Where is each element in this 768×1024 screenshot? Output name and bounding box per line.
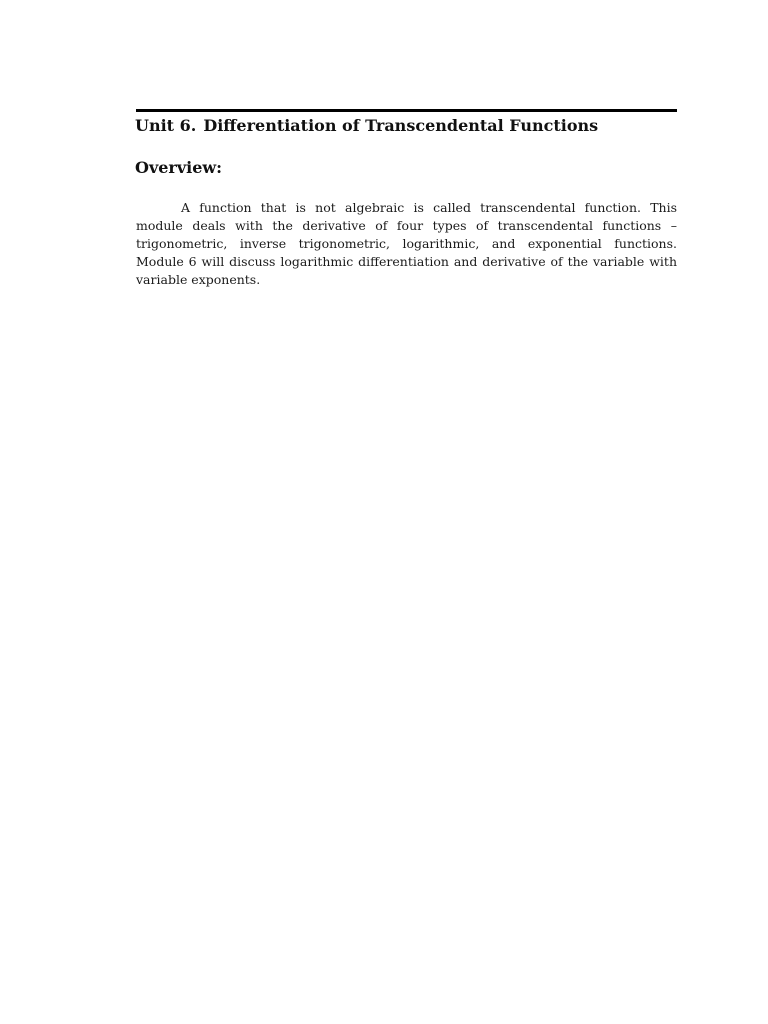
unit-number: Unit 6. xyxy=(135,116,197,135)
header-rule xyxy=(136,109,677,112)
section-heading-overview: Overview: xyxy=(135,158,223,177)
paragraph-line: module deals with the derivative of four types of transcendental functions – xyxy=(136,218,677,233)
overview-paragraph xyxy=(136,199,677,289)
paragraph-line: Module 6 will discuss logarithmic differentiation and derivative of the variable with xyxy=(136,254,677,269)
paragraph-line: variable exponents. xyxy=(136,272,261,287)
unit-title xyxy=(135,114,695,138)
paragraph-line: A function that is not algebraic is called transcendental function. This xyxy=(181,200,677,215)
unit-title-text: Differentiation of Transcendental Functions xyxy=(203,116,599,135)
paragraph-line: trigonometric, inverse trigonometric, logarithmic, and exponential functions. xyxy=(136,236,677,251)
